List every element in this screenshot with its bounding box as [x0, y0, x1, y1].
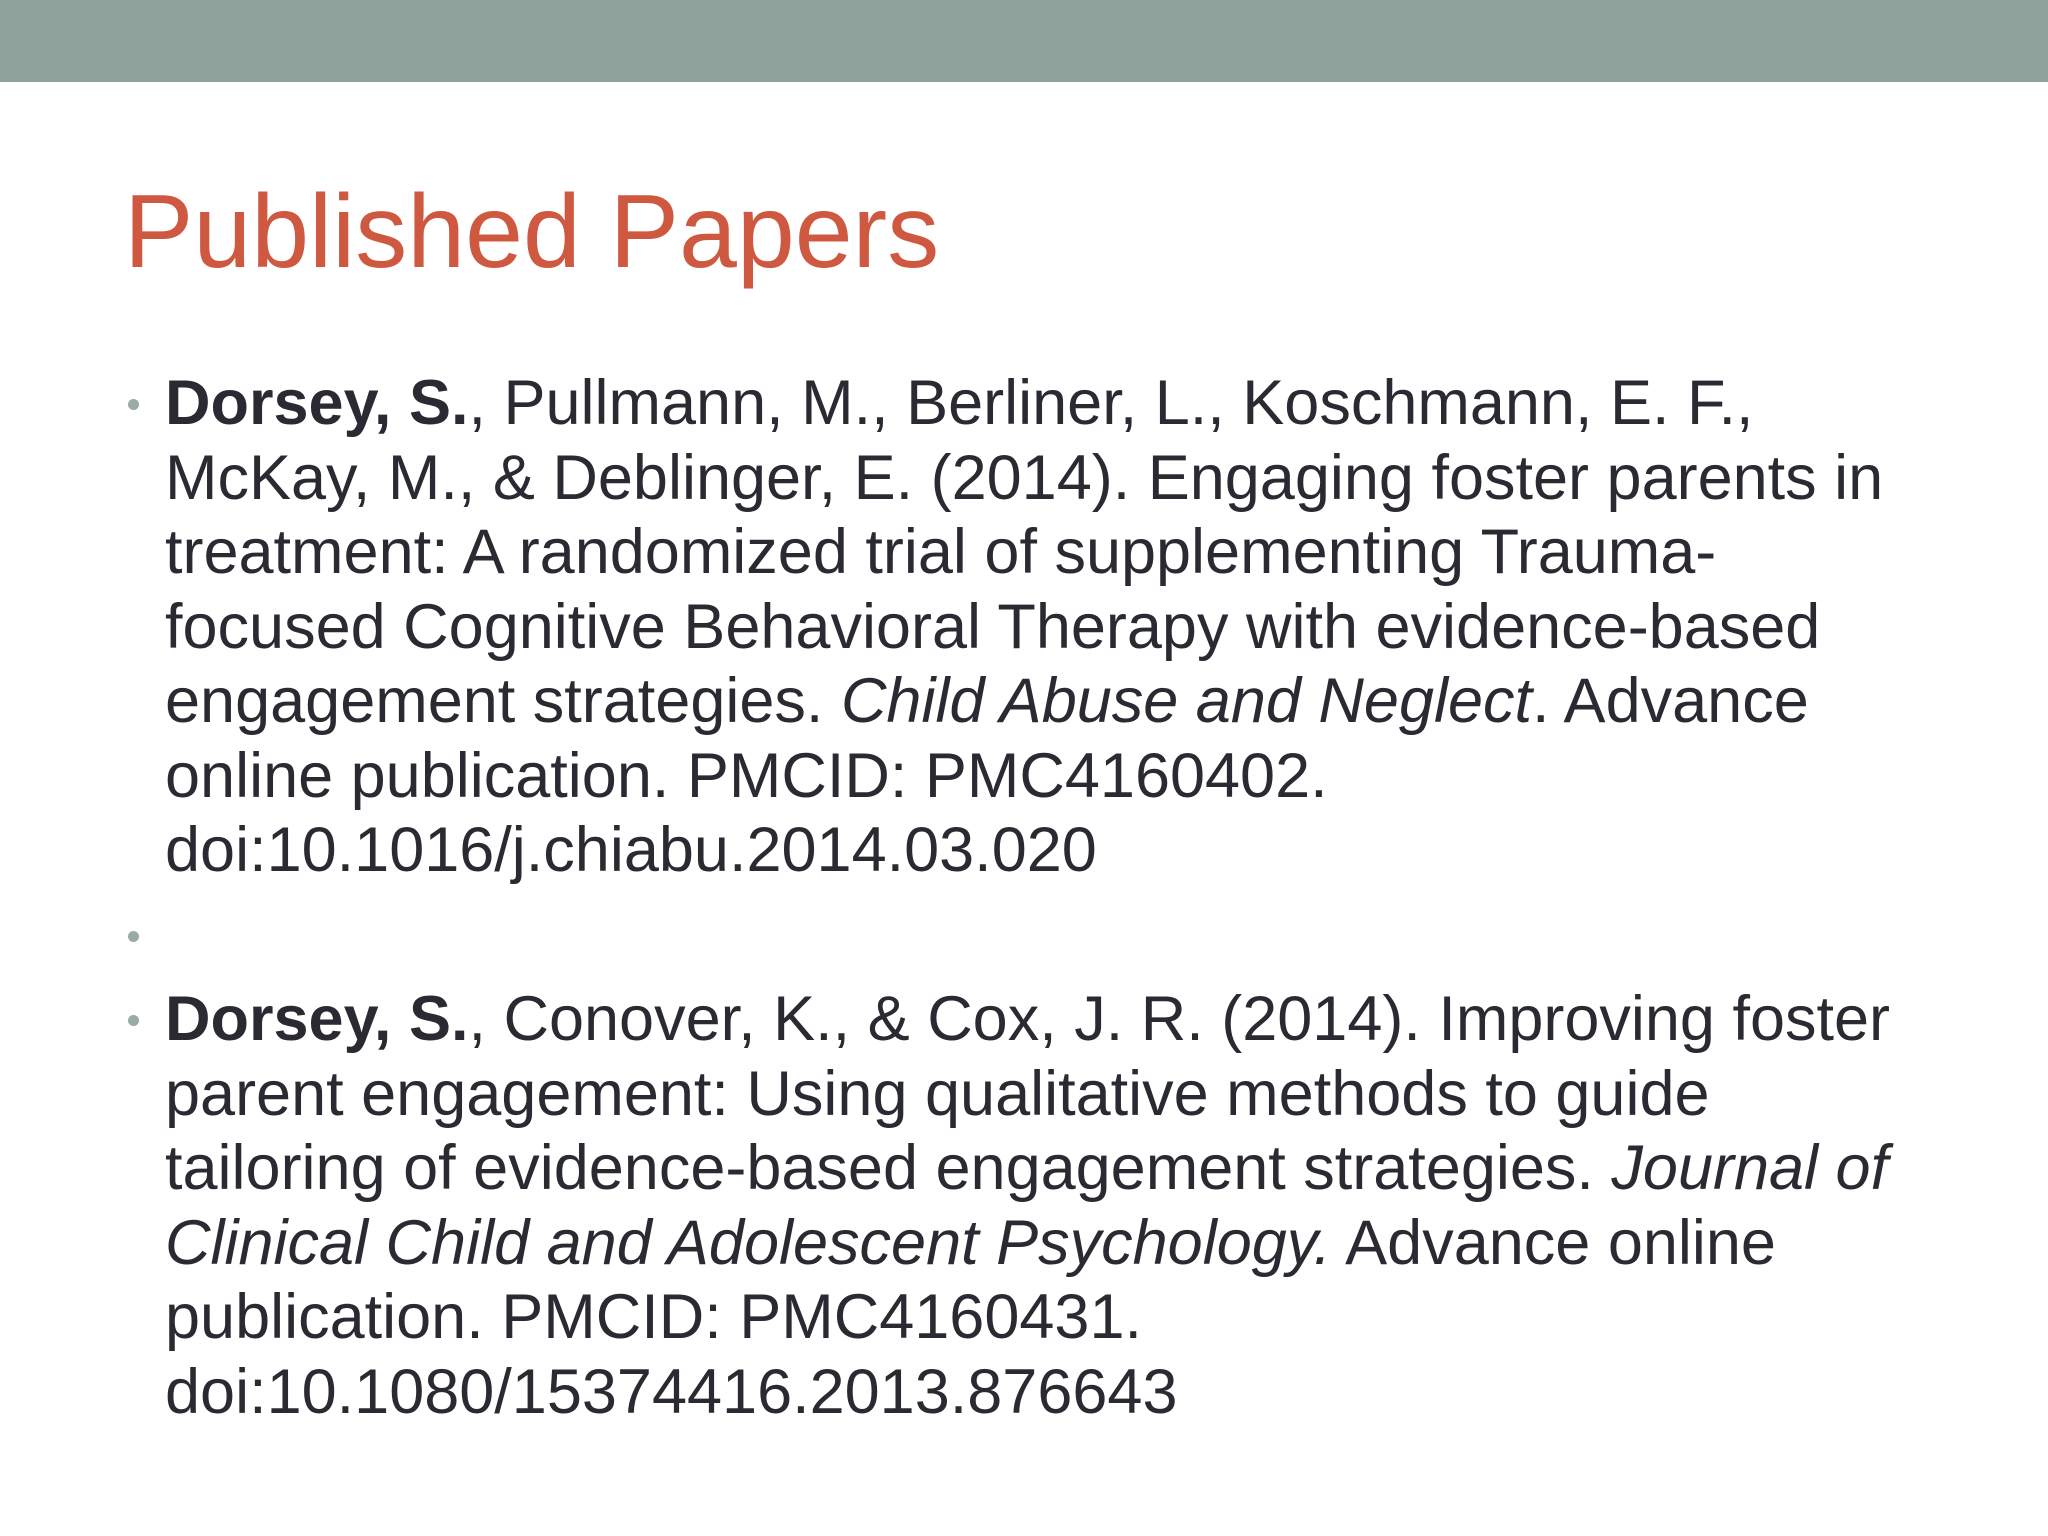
bullet-icon	[128, 931, 139, 942]
reference-citation: , Pullmann, M., Berliner, L., Koschmann, E. F., McKay, M., & Deblinger, E. (2014). Engaging foster parents in treatment: A randomized trial of supplementing Trauma-focused Cognitive Behavioral Therapy with evidence-based engagement strategies.	[165, 368, 1884, 736]
bullet-icon	[128, 1015, 139, 1026]
top-banner	[0, 0, 2048, 82]
reference-journal: Child Abuse and Neglect	[840, 666, 1533, 736]
reference-journal: Journal of Clinical Child and Adolescent Psychology.	[165, 1133, 1889, 1278]
reference-citation: , Conover, K., & Cox, J. R. (2014). Improving foster parent engagement: Using qualitative methods to guide tailoring of evidence-based engagement strategies.	[165, 984, 1891, 1203]
reference-author-bold: Dorsey, S.	[165, 368, 469, 438]
slide-title: Published Papers	[124, 174, 940, 290]
bullet-icon	[128, 399, 139, 410]
reference-author-bold: Dorsey, S.	[165, 984, 469, 1054]
reference-text	[165, 982, 1924, 1429]
reference-item-2	[124, 982, 1924, 1429]
empty-bullet-item	[124, 898, 1924, 973]
reference-list	[124, 366, 1924, 1429]
reference-item-1	[124, 366, 1924, 888]
reference-details: . Advance online publication. PMCID: PMC4160402. doi:10.1016/j.chiabu.2014.03.020	[165, 666, 1809, 885]
reference-details: Advance online publication. PMCID: PMC4160431. doi:10.1080/15374416.2013.876643	[165, 1207, 1776, 1427]
reference-text	[165, 366, 1924, 888]
